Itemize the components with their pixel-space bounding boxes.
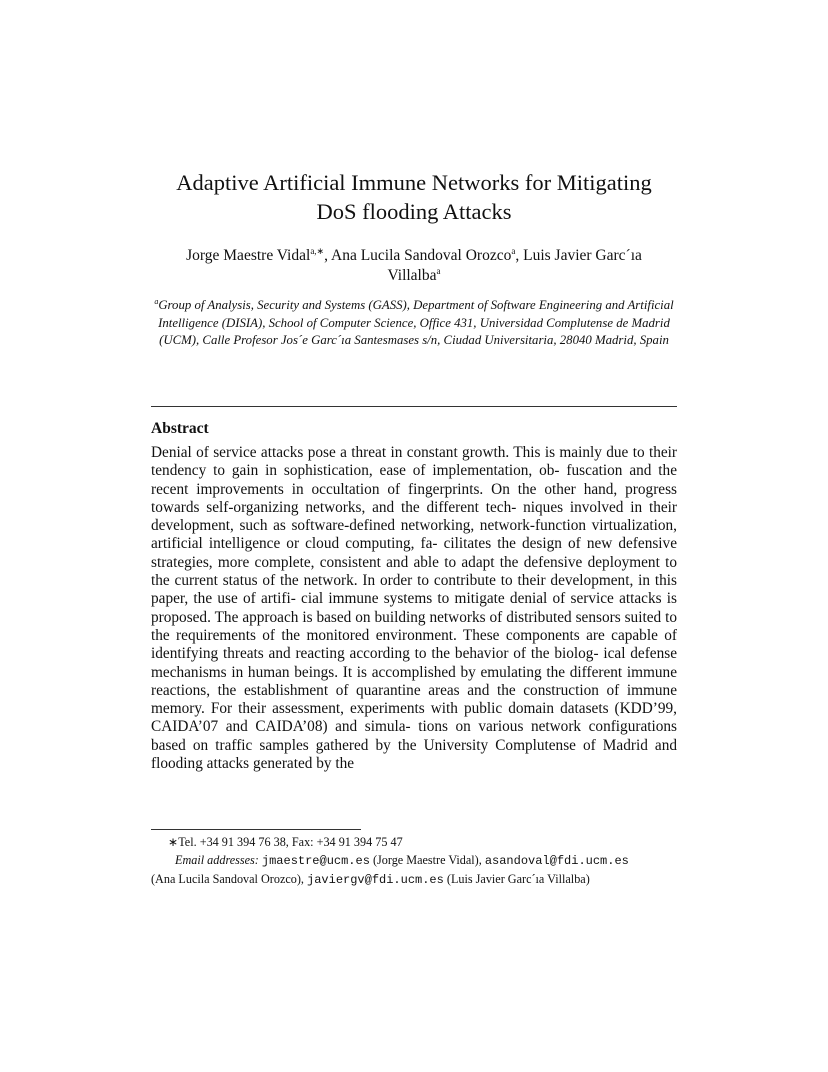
author-affil-mark: a xyxy=(511,246,516,256)
email-owner: (Luis Javier Garc´ıa Villalba) xyxy=(443,872,590,886)
footnote-emails xyxy=(151,851,691,870)
title-line-1: Adaptive Artificial Immune Networks for Mitigating xyxy=(176,170,652,195)
abstract-top-rule xyxy=(151,406,677,407)
affiliation-mark: a xyxy=(154,297,159,306)
email-owner: (Ana Lucila Sandoval Orozco), xyxy=(151,872,308,886)
authors-line-1 xyxy=(150,246,678,266)
email-label: Email addresses: xyxy=(175,853,259,867)
author-affil-mark: a xyxy=(436,266,441,276)
abstract-heading: Abstract xyxy=(151,420,209,437)
email-link[interactable]: javiergv@fdi.ucm.es xyxy=(307,873,444,887)
author-list xyxy=(150,246,678,286)
footnote xyxy=(151,833,691,889)
affiliation xyxy=(150,297,678,350)
title-line-2: DoS flooding Attacks xyxy=(316,199,512,224)
paper-title xyxy=(150,168,678,226)
author-affil-mark: a,∗ xyxy=(310,246,325,256)
author-name: Villalba xyxy=(387,267,437,284)
author-name: Luis Javier Garc´ıa xyxy=(523,247,642,264)
author-name: Ana Lucila Sandoval Orozco xyxy=(331,247,512,264)
author-name: Jorge Maestre Vidal xyxy=(186,247,311,264)
author-separator: , xyxy=(515,247,524,264)
abstract-body: Denial of service attacks pose a threat in constant growth. This is mainly due to their tendency to gain in sophistication, ease of implementation, ob- fuscation and the recent improvements in occultation of fingerprints. On the other hand, progress towards self-organizing networks, and the different tech- niques involved in their development, such as software-defined networking, network-function virtualization, artificial intelligence or cloud computing, fa- cilitates the design of new defensive strategies, more complete, consistent and able to adapt the defensive deployment to the current status of the network. In order to contribute to their development, in this paper, the use of artifi- cial immune systems to mitigate denial of service attacks is proposed. The approach is based on building networks of distributed sensors suited to the requirements of the monitored environment. These components are capable of identifying threats and reacting according to the behavior of the biolog- ical defense mechanisms in human beings. It is accomplished by emulating the different immune reactions, the establishment of quarantine areas and the construction of immune memory. For their assessment, experiments with public domain datasets (KDD’99, CAIDA’07 and CAIDA’08) and simula- tions on various network configurations based on traffic samples gathered by the University Complutense of Madrid and flooding attacks generated by the xyxy=(151,444,677,773)
footnote-rule xyxy=(151,829,361,830)
footnote-emails-cont xyxy=(151,870,691,889)
email-link[interactable]: jmaestre@ucm.es xyxy=(261,854,370,868)
affiliation-text: Group of Analysis, Security and Systems (GASS), Department of Software Engineering and Artificial Intelligence (DISIA), School of Computer Science, Office 431, Universidad Complutense de Madrid (UCM), Calle Profesor Jos´e Garc´ıa Santesmases s/n, Ciudad Universitaria, 28040 Madrid, Spain xyxy=(158,298,674,347)
authors-line-2 xyxy=(150,266,678,286)
email-owner: (Jorge Maestre Vidal), xyxy=(369,853,485,867)
email-link[interactable]: asandoval@fdi.ucm.es xyxy=(484,854,629,868)
footnote-contact: ∗Tel. +34 91 394 76 38, Fax: +34 91 394 75 47 xyxy=(168,835,403,849)
author-separator: , xyxy=(324,247,332,264)
